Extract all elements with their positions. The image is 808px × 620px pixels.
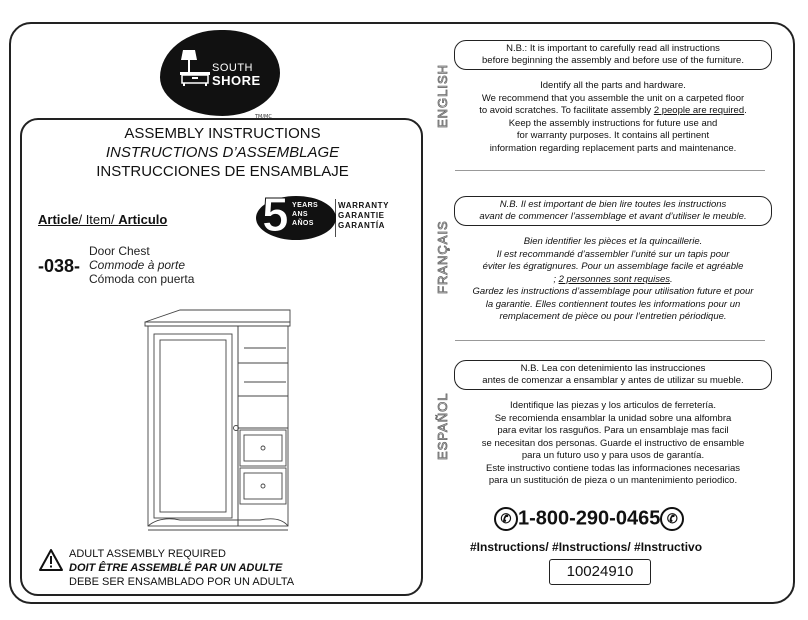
english-note bbox=[454, 40, 772, 70]
spanish-line: para un sustitución de pieza o un mantenimiento periodico. bbox=[488, 475, 738, 486]
spanish-note bbox=[454, 360, 772, 390]
warranty-label-es: GARANTÍA bbox=[338, 221, 386, 230]
warning-fr: DOIT ÊTRE ASSEMBLÉ PAR UN ADULTE bbox=[69, 562, 283, 574]
french-section bbox=[440, 196, 770, 324]
english-label: ENGLISH bbox=[435, 63, 450, 128]
french-note-line: avant de commencer l’assemblage et avant d’utiliser le meuble. bbox=[479, 211, 747, 222]
french-line: ; 2 personnes sont requises. bbox=[553, 273, 673, 285]
door-chest-illustration bbox=[140, 308, 295, 538]
english-line: Keep the assembly instructions for future use and bbox=[508, 117, 718, 129]
warranty-label-fr: GARANTIE bbox=[338, 211, 385, 220]
spanish-line: para un futuro uso y para usos de garantía. bbox=[521, 450, 705, 461]
spanish-label: ESPAÑOL bbox=[435, 392, 450, 460]
warranty-label-en: WARRANTY bbox=[338, 201, 390, 210]
spanish-note-line: antes de comenzar a ensamblar y antes de utilizar su mueble. bbox=[482, 375, 744, 386]
article-es: Articulo bbox=[118, 212, 168, 227]
product-name-es: Cómoda con puerta bbox=[89, 272, 195, 286]
title-en: ASSEMBLY INSTRUCTIONS bbox=[124, 125, 321, 142]
french-line: éviter les égratignures. Pour un assemblage facile et agréable bbox=[482, 261, 744, 272]
spanish-line: Identifique las piezas y los articulos de ferretería. bbox=[510, 400, 716, 411]
warranty-years-fr: ANS bbox=[292, 211, 308, 218]
english-line: Identify all the parts and hardware. bbox=[540, 80, 686, 91]
spanish-line: Este instructivo contiene todas las informaciones necesarias bbox=[486, 462, 740, 474]
english-line: We recommend that you assemble the unit on a carpeted floor bbox=[481, 92, 745, 104]
section-divider bbox=[455, 170, 765, 171]
warranty-number: 5 bbox=[262, 189, 289, 242]
french-body bbox=[454, 236, 772, 324]
english-line: information regarding replacement parts and maintenance. bbox=[489, 142, 737, 154]
warning-icon bbox=[38, 548, 64, 572]
french-line: Bien identifier les pièces et la quincaillerie. bbox=[523, 236, 703, 247]
french-label: FRANÇAIS bbox=[435, 220, 450, 294]
title-fr: INSTRUCTIONS D’ASSEMBLAGE bbox=[105, 144, 340, 161]
product-name-en: Door Chest bbox=[89, 244, 150, 258]
warning-en: ADULT ASSEMBLY REQUIRED bbox=[69, 548, 226, 560]
french-note-line: N.B. Il est important de bien lire toutes les instructions bbox=[499, 199, 727, 210]
french-line: Gardez les instructions d’assemblage pour utilisation future et pour bbox=[472, 286, 754, 297]
spanish-body bbox=[454, 400, 772, 488]
brand-line-1: SOUTH bbox=[212, 62, 253, 74]
spanish-line: se necesitan dos personas. Guarde el instructivo de ensamble bbox=[481, 437, 745, 449]
warranty-years bbox=[292, 201, 318, 228]
phone-number: 1-800-290-0465 bbox=[518, 507, 661, 530]
product-names bbox=[89, 244, 194, 286]
warranty-label bbox=[338, 201, 389, 231]
english-people-required: 2 people are required bbox=[653, 105, 745, 116]
french-line: remplacement de pièce ou pour l’entretien périodique. bbox=[499, 311, 727, 322]
model-number: -038- bbox=[38, 256, 81, 276]
english-line: for warranty purposes. It contains all pertinent bbox=[516, 130, 710, 141]
spanish-line: para evitar los rasguños. Para un ensamblaje mas facil bbox=[497, 425, 729, 436]
spanish-note-line: N.B. Lea con detenimiento las instrucciones bbox=[520, 363, 706, 374]
warning-es: DEBE SER ENSAMBLADO POR UN ADULTA bbox=[69, 576, 295, 588]
french-note bbox=[454, 196, 772, 226]
english-section bbox=[440, 40, 770, 155]
french-people-required: 2 personnes sont requises bbox=[558, 273, 671, 285]
french-line: la garantie. Elles contiennent toutes les informations pour un bbox=[485, 298, 741, 310]
article-label bbox=[38, 212, 167, 227]
spanish-line: Se recomienda ensamblar la unidad sobre una alfombra bbox=[494, 412, 732, 424]
brand-name bbox=[212, 62, 261, 88]
manual-number: 10024910 bbox=[549, 559, 651, 585]
phone-icon: ✆ bbox=[660, 507, 684, 531]
title-es: INSTRUCCIONES DE ENSAMBLAJE bbox=[96, 163, 349, 180]
article-en: Article bbox=[38, 212, 79, 227]
support-phone[interactable] bbox=[494, 507, 684, 531]
warranty-years-en: YEARS bbox=[292, 202, 319, 209]
english-note-line: N.B.: It is important to carefully read all instructions bbox=[506, 43, 720, 54]
french-line: Il est recommandé d’assembler l’unité sur un tapis pour bbox=[496, 248, 730, 260]
product-name-fr: Commode à porte bbox=[89, 258, 186, 272]
article-sep: / Item/ bbox=[78, 212, 119, 227]
warranty-years-es: AÑOS bbox=[292, 220, 314, 227]
english-body bbox=[454, 80, 772, 155]
english-note-line: before beginning the assembly and before use of the furniture. bbox=[482, 55, 744, 66]
spanish-section bbox=[440, 360, 770, 488]
trademark-label: TM/MC bbox=[255, 114, 272, 120]
lamp-dresser-icon bbox=[178, 48, 212, 88]
english-line: to avoid scratches. To facilitate assembly 2 people are required. bbox=[479, 105, 747, 116]
brand-line-2: SHORE bbox=[212, 73, 261, 89]
section-divider bbox=[455, 340, 765, 341]
instructions-hashtags: #Instructions/ #Instructions/ #Instructivo bbox=[470, 540, 703, 554]
page-title bbox=[50, 124, 395, 181]
phone-icon: ✆ bbox=[494, 507, 518, 531]
adult-assembly-warning bbox=[69, 547, 294, 589]
